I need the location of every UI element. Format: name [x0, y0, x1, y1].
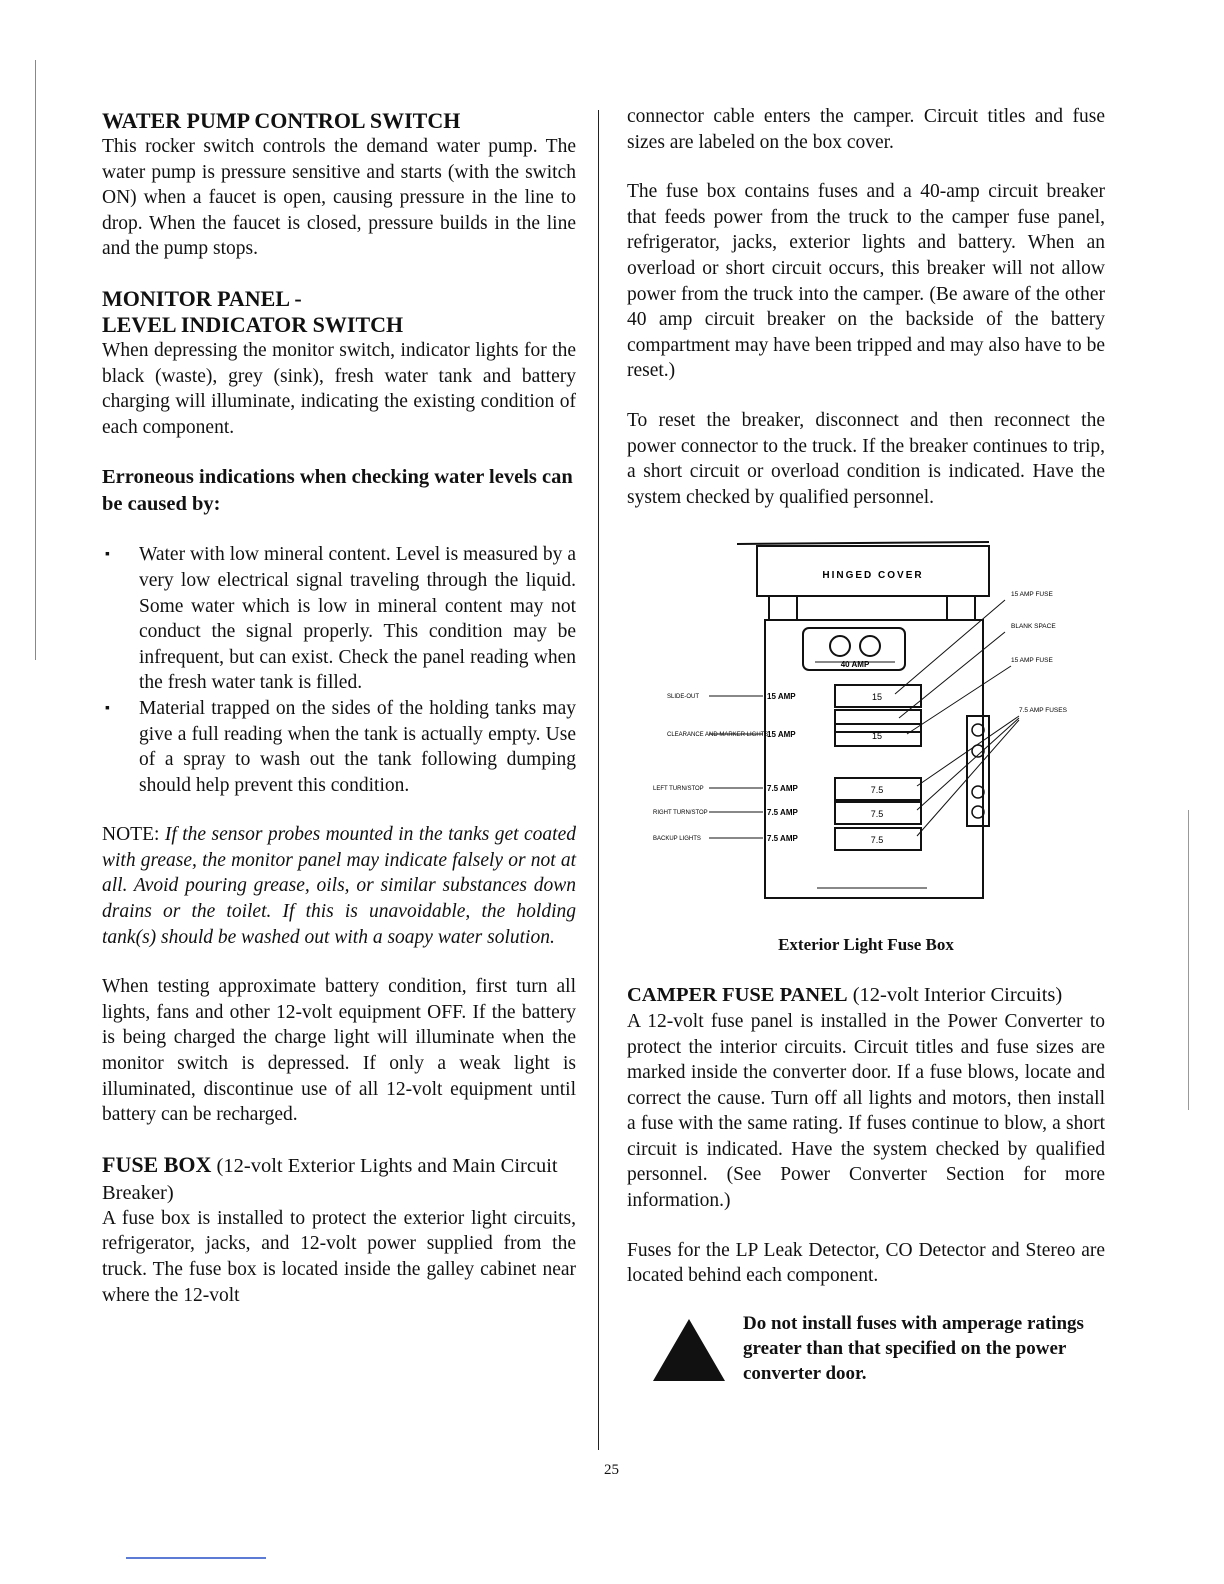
- scan-artifact: [1188, 810, 1189, 1110]
- fuse-value: 15: [871, 731, 883, 742]
- circuit-label: BACKUP LIGHTS: [653, 836, 701, 843]
- figure-caption: Exterior Light Fuse Box: [778, 935, 954, 955]
- footer-line: [126, 1557, 266, 1559]
- fuse-row: [667, 724, 921, 746]
- circuit-label: LEFT TURN/STOP: [653, 786, 704, 793]
- label-15-amp-fuse: 15 AMP FUSE: [1011, 657, 1053, 665]
- paragraph-monitor-panel: When depressing the monitor switch, indicator lights for the black (waste), grey (sink), fresh water tank and battery charging will illuminate, indicating the existing condition of each component.: [102, 339, 576, 438]
- heading-camper-fuse-panel: [627, 982, 1105, 1009]
- paragraph-lp-detector: Fuses for the LP Leak Detector, CO Detector and Stereo are located behind each component.: [627, 1239, 1105, 1287]
- paragraph-water-pump: This rocker switch controls the demand water pump. The water pump is pressure sensitive and starts (with the switch ON) when a faucet is open, causing pressure in the line to drop. When the faucet is closed, pressure builds in the line and the pump stops.: [102, 136, 576, 260]
- breaker-label: 40 AMP: [840, 660, 870, 670]
- circuit-label: SLIDE-OUT: [667, 694, 700, 701]
- column-divider: [598, 110, 599, 1450]
- blank-fuse-slot: [835, 710, 921, 732]
- hinge-left: [769, 596, 797, 620]
- fuse-value: 15: [871, 692, 883, 703]
- heading-camper-fuse-panel-bold: CAMPER FUSE PANEL: [627, 983, 848, 1006]
- fuse-value: 7.5: [870, 809, 884, 820]
- fuse-rating: 15 AMP: [767, 692, 796, 702]
- paragraph-battery-test: When testing approximate battery condition, first turn all lights, fans and other 12-volt equipment OFF. If the battery is being charged the charge light will illuminate when the monitor switch is depressed. If only a weak light is illuminated, discontinue use of all 12-volt equipment until battery can be recharged.: [102, 976, 576, 1126]
- fuse-value: 7.5: [870, 835, 884, 846]
- left-column: [102, 108, 576, 1308]
- fuse-box-diagram: [627, 536, 1105, 936]
- heading-erroneous-indications: Erroneous indications when checking water levels can be caused by:: [102, 466, 573, 516]
- paragraph-fuse-box: A fuse box is installed to protect the exterior light circuits, refrigerator, jacks, and 12-volt power supplied from the truck. The fuse box is located inside the galley cabinet near where the 12-volt: [102, 1207, 576, 1306]
- terminal-strip: [967, 716, 989, 826]
- heading-fuse-box-bold: FUSE BOX: [102, 1151, 212, 1177]
- paragraph-reset-breaker: To reset the breaker, disconnect and then reconnect the power connector to the truck. If the breaker continues to trip, a short circuit or overload condition is indicated. Have the system checked by qualified personnel.: [627, 409, 1105, 508]
- breaker-terminal-icon: [830, 636, 850, 656]
- fuse-row: [653, 828, 921, 850]
- fuse-rating: 7.5 AMP: [767, 808, 798, 818]
- hinged-cover-label: HINGED COVER: [822, 570, 924, 582]
- label-blank-space: BLANK SPACE: [1011, 623, 1056, 631]
- warning-text: Do not install fuses with amperage ratings greater than that specified on the power converter door.: [743, 1312, 1084, 1384]
- fuse-value: 7.5: [870, 785, 884, 796]
- fuse-row: [667, 685, 921, 707]
- fuse-rating: 7.5 AMP: [767, 834, 798, 844]
- heading-camper-fuse-panel-rest: (12-volt Interior Circuits): [847, 983, 1063, 1006]
- warning-box: [627, 1311, 1105, 1391]
- page-number: 25: [604, 1462, 619, 1478]
- note-text: If the sensor probes mounted in the tanks get coated with grease, the monitor panel may indicate falsely or not at all. Avoid pouring grease, oils, or similar substances down drains or the toilet. If this is unavoidable, the holding tank(s) should be washed out with a soapy water solution.: [102, 824, 576, 948]
- circuit-label: CLEARANCE AND MARKER LIGHTS: [667, 732, 769, 739]
- fuse-box-diagram-svg: [627, 536, 1105, 936]
- hinge-right: [947, 596, 975, 620]
- fuse-row: [653, 778, 921, 800]
- heading-level-indicator: LEVEL INDICATOR SWITCH: [102, 311, 404, 337]
- fuse-rating: 15 AMP: [767, 730, 796, 740]
- warning-icon: [651, 1317, 727, 1383]
- label-7-5-amp-fuses: 7.5 AMP FUSES: [1019, 707, 1067, 715]
- right-column: [627, 104, 1105, 1391]
- list-item: ▪ Material trapped on the sides of the holding tanks may give a full reading when the tank is actually empty. Use of a spray to wash out the tank following dumping should help prevent this condition.: [139, 696, 576, 798]
- paragraph-camper-fuse-panel: A 12-volt fuse panel is installed in the Power Converter to protect the interior circuits. Circuit titles and fuse sizes are marked inside the converter door. If a fuse blows, locate and correct the cause. Turn off all lights and motors, then install a fuse with the same rating. If fuses continue to blow, a short circuit is indicated. Have the system checked by qualified personnel. (See Power Converter Section for more information.): [627, 1010, 1105, 1212]
- heading-fuse-box: [102, 1152, 576, 1206]
- scan-artifact: [35, 60, 36, 660]
- heading-fuse-box-rest: (12-volt Exterior Lights and Main Circuit Breaker): [102, 1154, 558, 1204]
- label-15-amp-fuse: 15 AMP FUSE: [1011, 591, 1053, 599]
- heading-water-pump: WATER PUMP CONTROL SWITCH: [102, 108, 461, 133]
- paragraph-circuit-breaker: The fuse box contains fuses and a 40-amp circuit breaker that feeds power from the truck to the camper fuse panel, refrigerator, jacks, exterior lights and battery. When an overload or short circuit occurs, this breaker will not allow power from the truck into the camper. (Be aware of the other 40 amp circuit breaker on the backside of the battery compartment may have been tripped and may also have to be reset.): [627, 181, 1105, 382]
- paragraph-connector-cable: connector cable enters the camper. Circuit titles and fuse sizes are labeled on the box cover.: [627, 106, 1105, 153]
- list-item: ▪ Water with low mineral content. Level is measured by a very low electrical signal traveling through the liquid. Some water which is low in mineral content may not conduct the signal properly. This condition may be infrequent, but can exist. Check the panel reading when the fresh water tank is filled.: [139, 542, 576, 696]
- bullet-list: [102, 542, 576, 798]
- fuse-rating: 7.5 AMP: [767, 784, 798, 794]
- breaker-terminal-icon: [860, 636, 880, 656]
- circuit-label: RIGHT TURN/STOP: [653, 810, 708, 817]
- note-paragraph: [102, 822, 576, 950]
- heading-monitor-panel: MONITOR PANEL -: [102, 285, 302, 311]
- fuse-row: [653, 802, 921, 824]
- note-label: NOTE:: [102, 824, 160, 846]
